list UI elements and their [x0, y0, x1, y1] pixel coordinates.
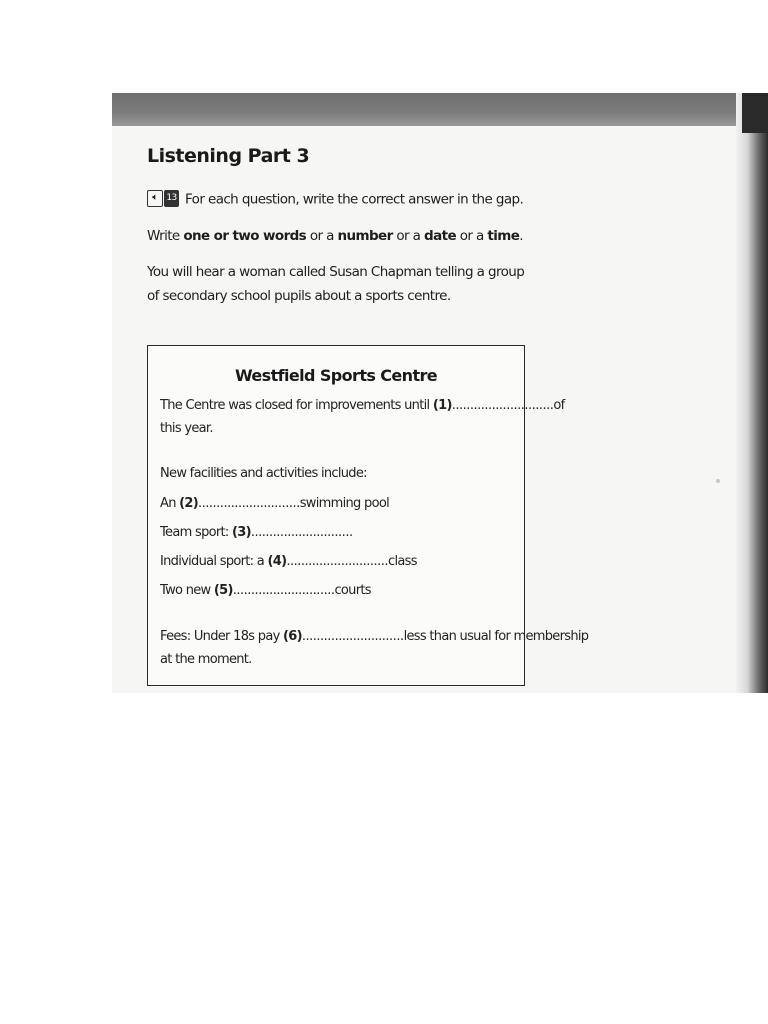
question-4-line — [160, 554, 417, 569]
instruction-audio — [147, 191, 523, 208]
instr2-part: Write — [147, 228, 184, 244]
q5-text-after: courts — [334, 583, 371, 598]
answer-gap-1[interactable]: ............................ — [451, 398, 554, 413]
question-3-line — [160, 525, 353, 540]
instruction-text-1: For each question, write the correct answer in the gap. — [185, 191, 524, 208]
track-number: 13 — [164, 190, 179, 207]
q4-text-after: class — [388, 554, 417, 569]
page-speck — [716, 479, 720, 483]
q2-text: An — [160, 496, 180, 511]
notes-box — [147, 345, 589, 686]
instr2-emphasis: date — [424, 228, 456, 244]
page-header-band — [112, 93, 744, 126]
speaker-icon: 🔈︎ — [147, 190, 163, 207]
instr2-part: or a — [456, 228, 488, 244]
q2-number: (2) — [179, 496, 199, 511]
instr2-emphasis: time — [487, 228, 520, 244]
answer-gap-4[interactable]: ............................ — [286, 554, 389, 569]
q1-text-after: of — [553, 398, 565, 413]
instr2-emphasis: one or two words — [183, 228, 307, 244]
answer-gap-6[interactable]: ............................ — [301, 629, 404, 644]
question-6-line-2: at the moment. — [160, 652, 252, 667]
instr2-emphasis: number — [337, 228, 393, 244]
instr2-part: . — [519, 228, 523, 244]
section-heading: Listening Part 3 — [147, 145, 310, 167]
q1-text: The Centre was closed for improvements until — [160, 398, 433, 413]
q5-number: (5) — [213, 583, 233, 598]
question-5-line — [160, 583, 371, 598]
q6-text: Fees: Under 18s pay — [160, 629, 284, 644]
instr2-part: or a — [392, 228, 425, 244]
book-spine-shadow — [736, 93, 768, 693]
facilities-intro: New facilities and activities include: — [160, 466, 367, 481]
question-6-line — [160, 629, 588, 644]
book-spine-dark-corner — [742, 93, 768, 133]
answer-gap-5[interactable]: ............................ — [232, 583, 335, 598]
q5-text: Two new — [160, 583, 214, 598]
instr2-part: or a — [306, 228, 338, 244]
answer-gap-2[interactable]: ............................ — [198, 496, 300, 511]
audio-track-badge — [147, 190, 179, 207]
q4-text: Individual sport: a — [160, 554, 268, 569]
question-2-line — [160, 496, 389, 511]
question-1-line-2: this year. — [160, 421, 213, 436]
q4-number: (4) — [267, 554, 287, 569]
q3-text: Team sport: — [160, 525, 233, 540]
q1-number: (1) — [432, 398, 452, 413]
instruction-answer-format — [147, 228, 523, 244]
instruction-context: You will hear a woman called Susan Chapman telling a group of secondary school pupils about a sports centre. — [147, 264, 525, 304]
box-title: Westfield Sports Centre — [234, 366, 438, 385]
q2-text-after: swimming pool — [299, 496, 389, 511]
q6-number: (6) — [283, 629, 302, 644]
q6-text-after: less than usual for membership — [403, 629, 589, 644]
q3-number: (3) — [232, 525, 251, 540]
question-1-line — [160, 398, 565, 413]
answer-gap-3[interactable]: ............................ — [250, 525, 353, 540]
